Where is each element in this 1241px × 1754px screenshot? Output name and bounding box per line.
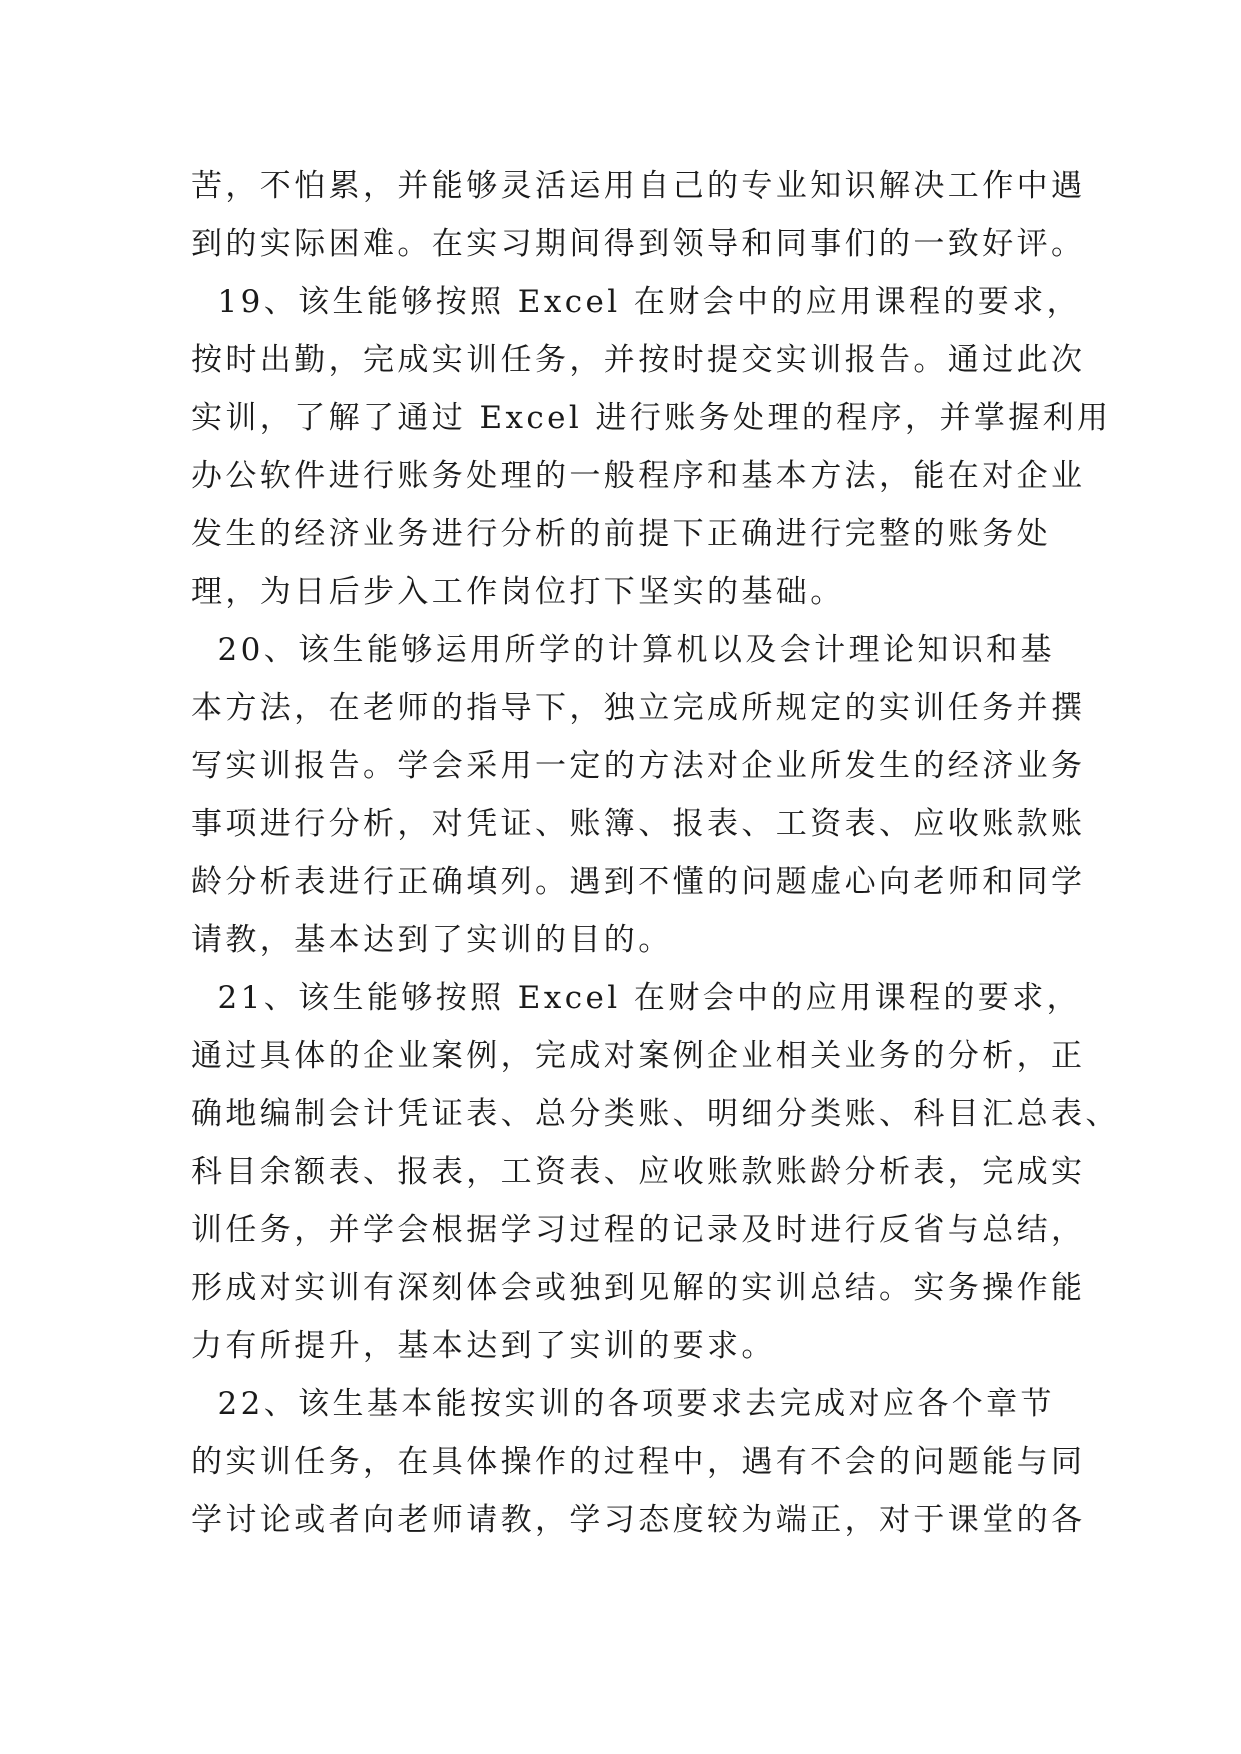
text-line: 发生的经济业务进行分析的前提下正确进行完整的账务处 xyxy=(191,516,1051,552)
text-line: 确地编制会计凭证表、总分类账、明细分类账、科目汇总表、 xyxy=(191,1096,1120,1132)
text-line: 22、该生基本能按实训的各项要求去完成对应各个章节 xyxy=(191,1386,1055,1422)
text-line: 按时出勤，完成实训任务，并按时提交实训报告。通过此次 xyxy=(191,342,1086,378)
text-line: 事项进行分析，对凭证、账簿、报表、工资表、应收账款账 xyxy=(191,806,1086,842)
text-line: 科目余额表、报表，工资表、应收账款账龄分析表，完成实 xyxy=(191,1154,1086,1190)
text-line: 龄分析表进行正确填列。遇到不懂的问题虚心向老师和同学 xyxy=(191,864,1086,900)
text-line: 本方法，在老师的指导下，独立完成所规定的实训任务并撰 xyxy=(191,690,1086,726)
text-line: 通过具体的企业案例，完成对案例企业相关业务的分析，正 xyxy=(191,1038,1086,1074)
text-line: 理，为日后步入工作岗位打下坚实的基础。 xyxy=(191,574,845,610)
text-line: 学讨论或者向老师请教，学习态度较为端正，对于课堂的各 xyxy=(191,1502,1086,1538)
text-line: 实训，了解了通过 Excel 进行账务处理的程序，并掌握利用 xyxy=(191,400,1112,436)
text-line: 20、该生能够运用所学的计算机以及会计理论知识和基 xyxy=(191,632,1055,668)
text-line: 写实训报告。学会采用一定的方法对企业所发生的经济业务 xyxy=(191,748,1086,784)
text-line: 形成对实训有深刻体会或独到见解的实训总结。实务操作能 xyxy=(191,1270,1086,1306)
text-line: 办公软件进行账务处理的一般程序和基本方法，能在对企业 xyxy=(191,458,1086,494)
text-line: 21、该生能够按照 Excel 在财会中的应用课程的要求， xyxy=(191,980,1081,1016)
text-line: 训任务，并学会根据学习过程的记录及时进行反省与总结， xyxy=(191,1212,1086,1248)
text-line: 19、该生能够按照 Excel 在财会中的应用课程的要求， xyxy=(191,284,1081,320)
text-line: 苦，不怕累，并能够灵活运用自己的专业知识解决工作中遇 xyxy=(191,168,1086,204)
text-line: 的实训任务，在具体操作的过程中，遇有不会的问题能与同 xyxy=(191,1444,1086,1480)
text-line: 力有所提升，基本达到了实训的要求。 xyxy=(191,1328,776,1364)
text-line: 到的实际困难。在实习期间得到领导和同事们的一致好评。 xyxy=(191,226,1086,262)
text-line: 请教，基本达到了实训的目的。 xyxy=(191,922,673,958)
